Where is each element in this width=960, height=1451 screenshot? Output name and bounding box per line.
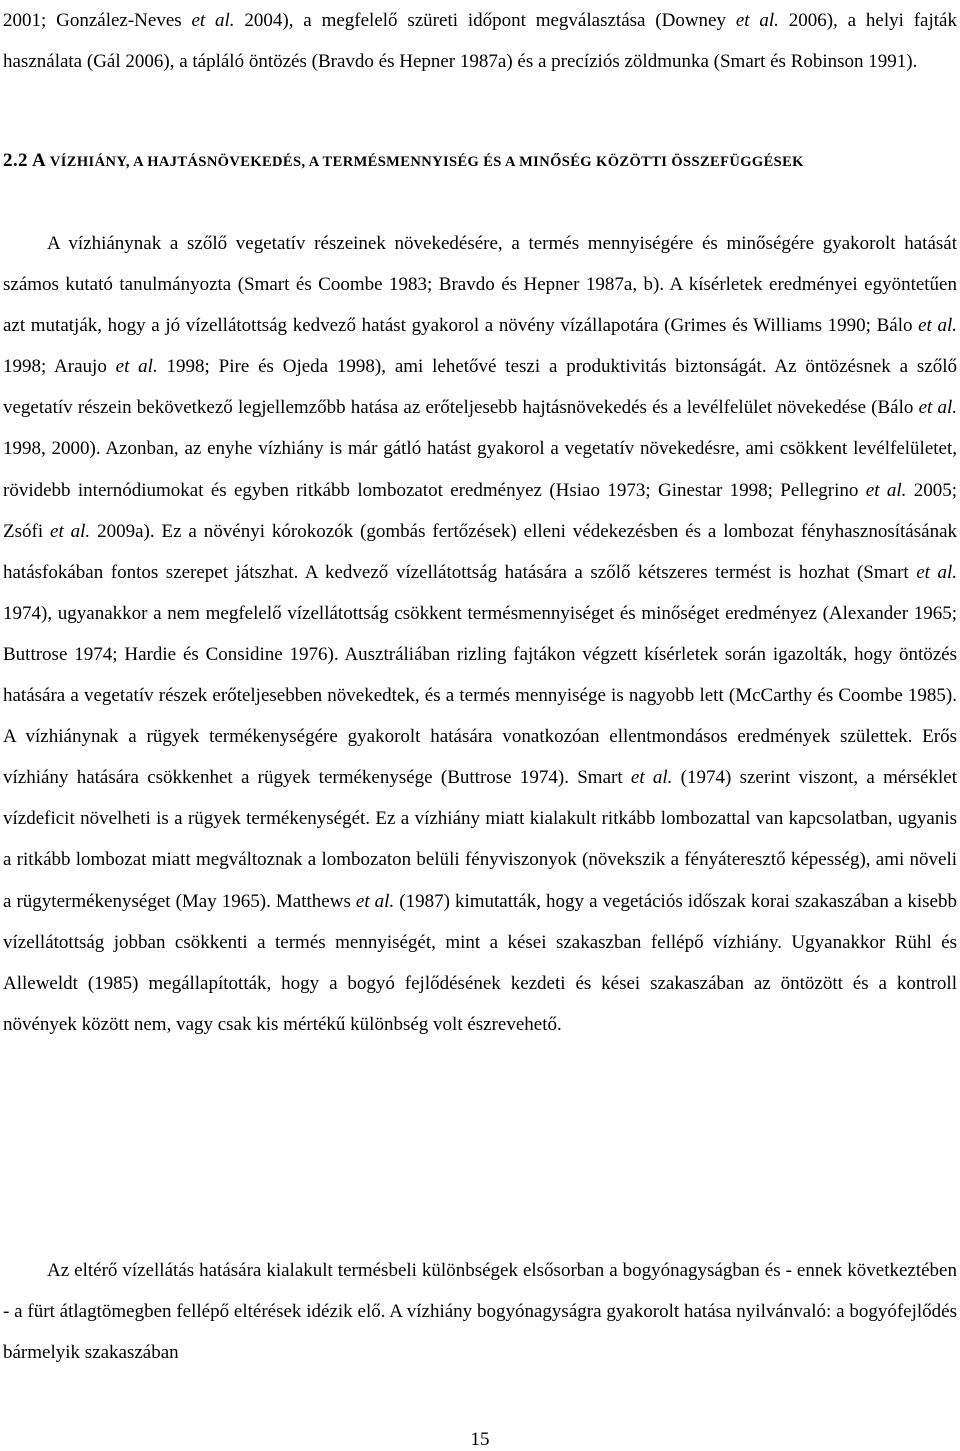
text-run: A vízhiánynak a szőlő vegetatív részeinek növekedésére, a termés mennyiségére és minőségére gyakorolt hatását számos kutató tanulmányozta (Smart és Coombe 1983; Bravdo és Hepner 1987a, b). A kísérletek eredményei egyöntetűen azt mutatják, hogy a jó vízellátottság kedvező hatást gyakorol a növény vízállapotára (Grimes és Williams 1990; Bálo (3, 233, 957, 337)
text-run: 1974), ugyanakkor a nem megfelelő vízellátottság csökkent termésmennyiséget és minőséget eredményez (Alexander 1965; Buttrose 1974; Hardie és Considine 1976). Ausztráliában rizling fajtákon végzett kísérletek során igazolták, hogy öntözés hatására a vegetatív részek erőteljesebben növekedtek, és a termés mennyisége is nagyobb lett (McCarthy és Coombe 1985). A vízhiánynak a rügyek termékenységére gyakorolt hatására vonatkozóan ellentmondásos eredmények születtek. Erős vízhiány hatására csökkenhet a rügyek termékenysége (Buttrose 1974). Smart (3, 602, 957, 789)
page-number: 15 (470, 1429, 490, 1450)
text-run: (1974) szerint viszont, a mérséklet vízdeficit növelheti is a rügyek termékenységét. Ez a vízhiány miatt kialakult ritkább lombozattal van kapcsolatban, ugyanis a ritkább lombozat miatt megváltoznak a lombozaton belüli fényviszonyok (növekszik a fényáteresztő képesség), ami növeli a rügytermékenységet (May 1965). Matthews (3, 767, 957, 912)
italic-text: et al. (115, 356, 158, 378)
text-run: 2006), a helyi fajták használata (Gál 2006), a tápláló öntözés (Bravdo és Hepner 1987a) és a precíziós zöldmunka (Smart és Robinson 1991). (3, 10, 957, 72)
body-paragraph-2 (3, 1250, 957, 1373)
body-paragraph-1 (3, 223, 957, 1045)
text-run: 2009a). Ez a növényi kórokozók (gombás fertőzések) elleni védekezésben és a lombozat fényhasznosításának hatásfokában fontos szerepet játszhat. A kedvező vízellátottság hatására a szőlő kétszeres termést is hozhat (Smart (3, 520, 957, 583)
text-run: 1998; Araujo (3, 356, 116, 378)
italic-text: et al. (918, 315, 957, 337)
text-run: 2004), a megfelelő szüreti időpont megválasztása (Downey (234, 10, 736, 31)
section-number: 2.2 (3, 150, 28, 171)
italic-text: et al. (735, 10, 779, 31)
text-run: Az eltérő vízellátás hatására kialakult termésbeli különbségek elsősorban a bogyónagyságban és - ennek következtében - a fürt átlagtömegben fellépő eltérések idézik elő. A vízhiány bogyónagyságra gyakorolt hatása nyilvánvaló: a bogyófejlődés bármelyik szakaszában (3, 1260, 957, 1364)
section-heading-initial: A (31, 150, 47, 171)
intro-paragraph (3, 0, 957, 82)
italic-text: et al. (865, 479, 907, 501)
italic-text: et al. (630, 767, 673, 789)
text-run: 2001; González-Neves (3, 10, 192, 31)
italic-text: et al. (916, 561, 957, 583)
section-heading (3, 148, 957, 175)
text-run: 1998; Pire és Ojeda 1998), ami lehetővé teszi a produktivitás biztonságát. Az öntözésnek a szőlő vegetatív részein bekövetkező legjellemzőbb hatása az erőteljesebb hajtásnövekedés és a levélfelület növekedése (Bálo (3, 356, 957, 419)
section-heading-text: VÍZHIÁNY, A HAJTÁSNÖVEKEDÉS, A TERMÉSMENNYISÉG ÉS A MINŐSÉG KÖZÖTTI ÖSSZEFÜGGÉSEK (46, 154, 804, 170)
italic-text: et al. (355, 890, 395, 912)
text-run: 2005; Zsófi (3, 479, 957, 542)
italic-text: et al. (191, 10, 235, 31)
text-run: 1998, 2000). Azonban, az enyhe vízhiány is már gátló hatást gyakorol a vegetatív növekedésre, ami csökkent levélfelületet, rövidebb internódiumokat és egyben ritkább lombozatot eredményez (Hsiao 1973; Ginestar 1998; Pellegrino (3, 438, 957, 501)
italic-text: et al. (50, 520, 91, 542)
text-run: (1987) kimutatták, hogy a vegetációs időszak korai szakaszában a kisebb vízellátottság jobban csökkenti a termés mennyiségét, mint a kései szakaszban fellépő vízhiány. Ugyanakkor Rühl és Alleweldt (1985) megállapították, hogy a bogyó fejlődésének kezdeti és kései szakaszában az öntözött és a kontroll növények között nem, vagy csak kis mértékű különbség volt észrevehető. (3, 890, 957, 1035)
italic-text: et al. (918, 397, 957, 419)
